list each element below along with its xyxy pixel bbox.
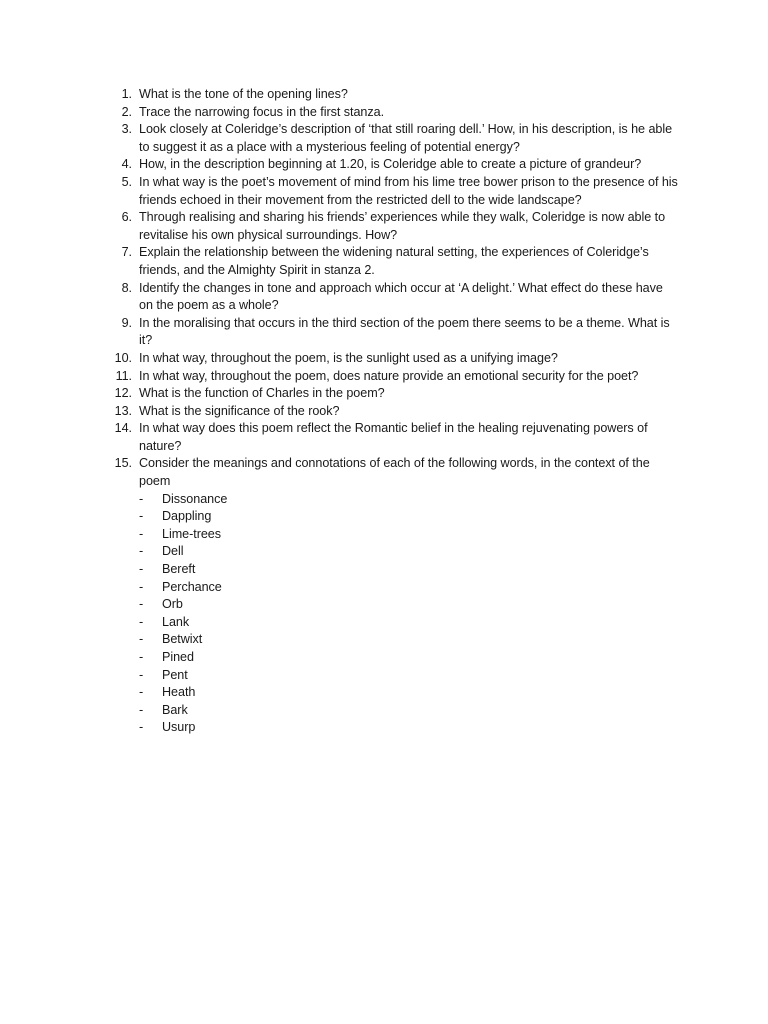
vocabulary-word: Pent [162,667,188,682]
question-item [0,121,768,156]
dash-bullet: - [139,526,144,541]
question-number: 15. [114,456,132,471]
question-text: In what way, throughout the poem, does nature provide an emotional security for the poet? [139,368,639,383]
dash-bullet: - [139,597,144,612]
question-text: Explain the relationship between the widening natural setting, the experiences of Coleridge’s friends, and the Almighty Spirit in stanza 2. [139,245,649,277]
question-number: 11. [115,368,132,383]
question-text: What is the significance of the rook? [139,403,340,418]
vocabulary-word: Lime-trees [162,526,221,541]
vocabulary-item [139,719,678,737]
question-item [0,174,768,209]
dash-bullet: - [139,702,144,717]
question-number: 1. [121,87,132,101]
question-text: In the moralising that occurs in the third section of the poem there seems to be a theme. What is it? [139,315,670,348]
question-number: 3. [121,122,132,137]
question-item [0,244,768,279]
question-item [0,315,768,350]
question-number: 2. [121,104,132,119]
question-text: Identify the changes in tone and approach which occur at ‘A delight.’ What effect do these have on the poem as a whole? [139,280,663,313]
question-number: 5. [121,174,132,189]
vocabulary-word: Pined [162,650,194,664]
vocabulary-item [139,596,678,614]
dash-bullet: - [139,667,144,682]
question-item [0,156,768,174]
vocabulary-item [139,614,678,632]
question-text: In what way is the poet’s movement of mind from his lime tree bower prison to the presence of his friends echoed in their movement from the restricted dell to the wide landscape? [139,174,678,207]
question-number: 13. [114,403,132,418]
vocabulary-word: Dissonance [162,491,228,506]
question-number: 14. [114,421,132,436]
question-text: Trace the narrowing focus in the first stanza. [139,104,385,119]
vocabulary-item [139,702,678,720]
dash-bullet: - [139,562,144,577]
dash-bullet: - [139,509,144,524]
question-item [0,209,768,244]
question-text: What is the function of Charles in the poem? [139,386,385,401]
vocabulary-word: Lank [162,614,190,629]
question-item [0,350,768,368]
dash-bullet: - [139,685,144,700]
question-text: Through realising and sharing his friends’ experiences while they walk, Coleridge is now able to revitalise his own physical surroundings. How? [139,210,666,242]
question-number: 9. [121,315,132,330]
question-text: What is the tone of the opening lines? [139,87,348,101]
question-number: 7. [121,245,132,260]
vocabulary-item [139,491,678,509]
dash-bullet: - [139,650,144,664]
question-text: In what way, throughout the poem, is the sunlight used as a unifying image? [139,350,558,365]
question-item [0,420,768,455]
question-item [0,86,768,104]
question-text: Consider the meanings and connotations of each of the following words, in the context of the poem [139,456,650,489]
question-text: How, in the description beginning at 1.20, is Coleridge able to create a picture of grandeur? [139,157,642,172]
vocabulary-item [139,649,678,667]
vocabulary-item [139,508,678,526]
question-list [0,86,768,737]
question-item [0,280,768,315]
question-number: 8. [121,280,132,295]
question-text: In what way does this poem reflect the Romantic belief in the healing rejuvenating powers of nature? [139,421,648,453]
question-item [0,455,768,737]
vocabulary-word: Usurp [162,720,196,735]
vocabulary-item [139,561,678,579]
dash-bullet: - [139,544,144,559]
vocabulary-item [139,526,678,544]
vocabulary-word: Dappling [162,509,212,524]
question-item [0,368,768,386]
dash-bullet: - [139,632,144,647]
dash-bullet: - [139,579,144,594]
question-item [0,403,768,421]
question-item [0,385,768,403]
dash-bullet: - [139,491,144,506]
vocabulary-word: Perchance [162,579,222,594]
question-number: 12. [114,386,132,401]
question-text: Look closely at Coleridge’s description of ‘that still roaring dell.’ How, in his description, is he able to suggest it as a place with a mysterious feeling of potential energy? [139,122,673,154]
vocabulary-item [139,631,678,649]
vocabulary-item [139,543,678,561]
question-number: 6. [121,210,132,225]
vocabulary-item [139,579,678,597]
vocabulary-word: Betwixt [162,632,203,647]
vocabulary-item [139,667,678,685]
vocabulary-word: Orb [162,597,183,612]
vocabulary-item [139,684,678,702]
dash-bullet: - [139,720,144,735]
dash-bullet: - [139,614,144,629]
vocabulary-list [139,491,678,737]
vocabulary-word: Heath [162,685,196,700]
vocabulary-word: Bark [162,702,188,717]
question-number: 10. [114,350,132,365]
vocabulary-word: Bereft [162,562,196,577]
question-item [0,104,768,122]
question-number: 4. [121,157,132,172]
vocabulary-word: Dell [162,544,184,559]
